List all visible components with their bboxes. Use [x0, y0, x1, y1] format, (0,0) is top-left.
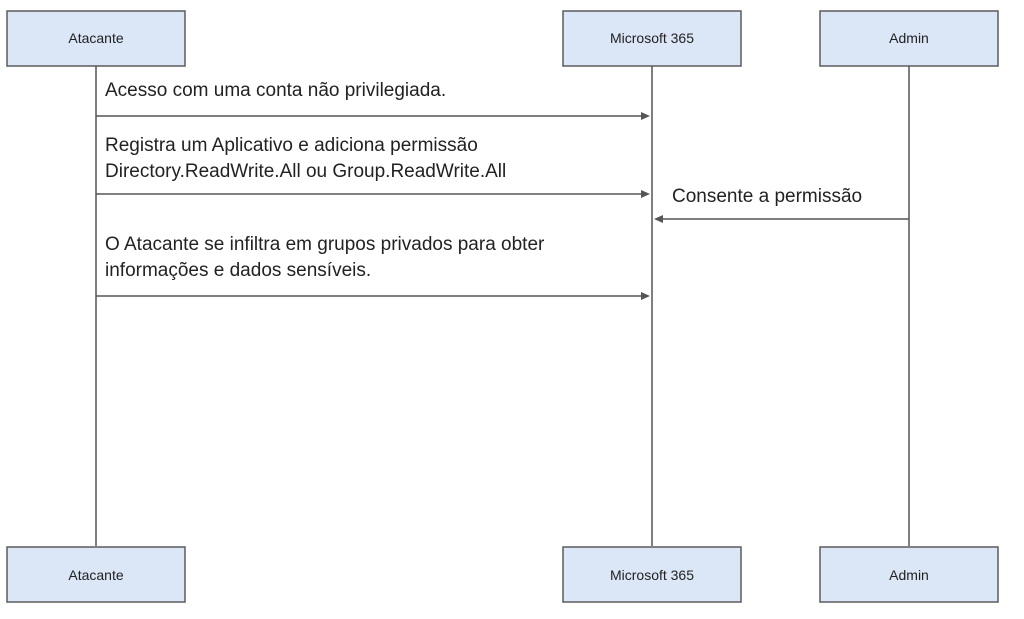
arrow-head-icon: [654, 215, 663, 223]
message-consent-permission: [654, 186, 909, 223]
actor-label: Admin: [889, 30, 929, 46]
message-label: informações e dados sensíveis.: [105, 260, 372, 281]
arrow-head-icon: [641, 190, 650, 198]
actor-label: Microsoft 365: [609, 567, 695, 583]
actor-label: Atacante: [68, 30, 124, 46]
arrow-head-icon: [641, 292, 650, 300]
actor-label: Microsoft 365: [609, 30, 695, 46]
message-label: Registra um Aplicativo e adiciona permissão: [105, 135, 478, 156]
actor-microsoft-365-top: [563, 11, 741, 66]
actor-microsoft-365-bottom: [563, 547, 741, 602]
actor-admin-bottom: [820, 547, 998, 602]
actor-admin-top: [820, 11, 998, 66]
actor-label: Atacante: [68, 567, 124, 583]
message-label: Consente a permissão: [672, 186, 863, 207]
actor-atacante-top: [7, 11, 185, 66]
message-label: O Atacante se infiltra em grupos privados para obter: [105, 234, 545, 255]
message-register-app: [96, 135, 650, 198]
actor-label: Admin: [889, 567, 929, 583]
message-label: Directory.ReadWrite.All ou Group.ReadWrite.All: [105, 161, 507, 182]
arrow-head-icon: [641, 112, 650, 120]
message-access-account: [96, 80, 650, 120]
actor-atacante-bottom: [7, 547, 185, 602]
message-label: Acesso com uma conta não privilegiada.: [105, 80, 447, 101]
message-infiltrate-groups: [96, 234, 650, 300]
